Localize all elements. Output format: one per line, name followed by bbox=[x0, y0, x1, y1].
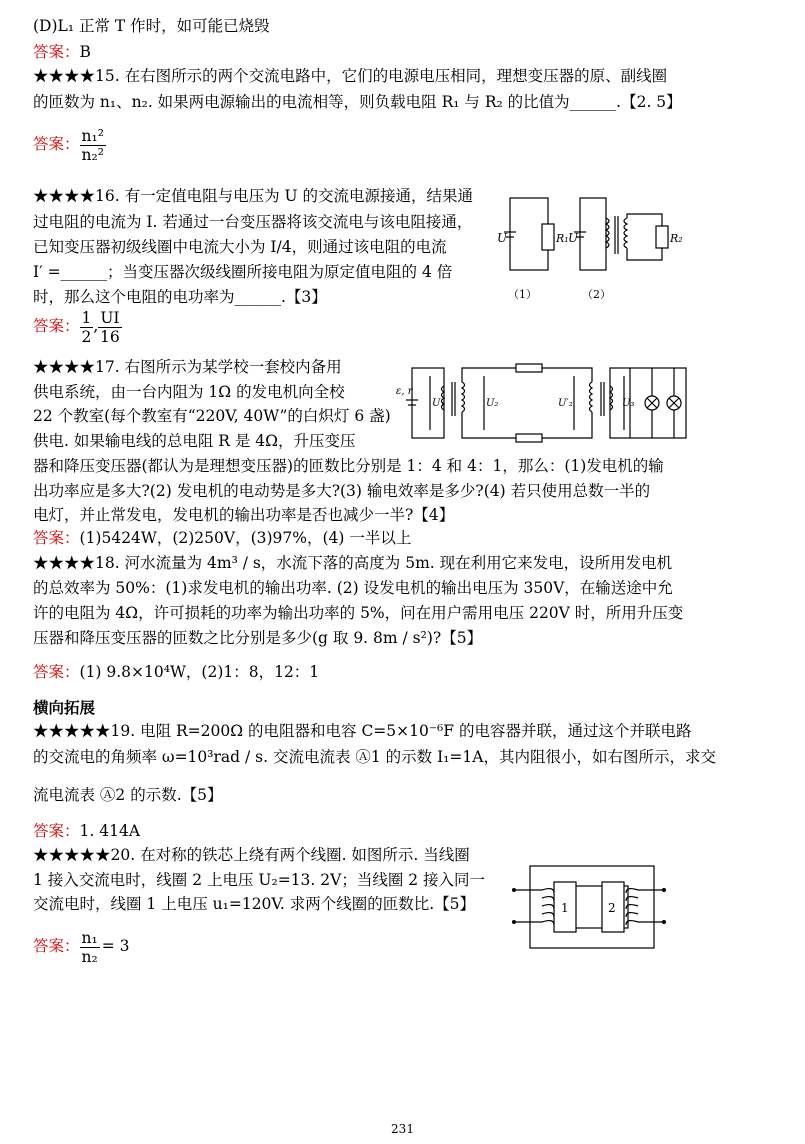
fraction bbox=[80, 929, 100, 966]
label-emf: ε, r bbox=[396, 386, 413, 397]
question-15-line2: 的匝数为 n₁、n₂. 如果两电源输出的电流相等，则负载电阻 R₁ 与 R₂ 的比值为______.【2. 5】 bbox=[33, 93, 682, 111]
question-18-line2: 的总效率为 50%：(1)求发电机的输出功率. (2) 设发电机的输出电压为 350V，在输送途中允 bbox=[33, 579, 673, 597]
answer-label: 答案： bbox=[33, 317, 80, 335]
numerator: n₁ bbox=[81, 928, 98, 947]
question-16-line2: 过电阻的电流为 I. 若通过一台变压器将该交流电与该电阻接通， bbox=[33, 213, 473, 231]
numerator: UI bbox=[100, 308, 120, 327]
question-17-line6: 出功率应是多大?(2) 发电机的电动势是多大?(3) 输电效率是多少?(4) 若只使用总数一半的 bbox=[33, 482, 651, 500]
answer-value: B bbox=[79, 43, 91, 61]
answer-value: (1)5424W，(2)250V，(3)97%，(4) 一半以上 bbox=[79, 529, 412, 547]
question-18-line4: 压器和降压变压器的匝数之比分别是多少(g 取 9. 8m / s²)?【5】 bbox=[33, 629, 483, 647]
label-coil-2: 2 bbox=[608, 901, 616, 915]
numerator: n₁² bbox=[81, 126, 104, 145]
numerator: 1 bbox=[81, 308, 92, 327]
answer-17 bbox=[33, 528, 411, 548]
question-19-line1: ★★★★★19. 电阻 R=200Ω 的电阻器和电容 C=5×10⁻⁶F 的电容器并联，通过这个并联电路 bbox=[33, 722, 692, 740]
label-coil-1: 1 bbox=[561, 901, 569, 915]
separator: , bbox=[93, 317, 99, 335]
fraction-2 bbox=[98, 309, 121, 346]
question-17-line5: 器和降压变压器(都认为是理想变压器)的匝数比分别是 1：4 和 4：1，那么：(1)发电机的输 bbox=[33, 457, 664, 475]
figure-q16-circuits bbox=[494, 190, 694, 306]
caption-2: （2） bbox=[582, 288, 611, 301]
question-17-line3: 22 个教室(每个教室有“220V, 40W”的白炽灯 6 盏) bbox=[33, 407, 391, 425]
label-u2-prime: U′₂ bbox=[558, 398, 573, 409]
question-17-line7: 电灯，并止常发电，发电机的输出功率是否也减少一半?【4】 bbox=[33, 506, 455, 524]
label-r1: R₁ bbox=[556, 232, 569, 245]
question-16-line1: ★★★★16. 有一定值电阻与电压为 U 的交流电源接通，结果通 bbox=[33, 187, 473, 205]
section-heading: 横向拓展 bbox=[33, 699, 96, 717]
figure-q17-power-system bbox=[396, 356, 692, 448]
denominator: 16 bbox=[100, 327, 120, 346]
caption-1: （1） bbox=[508, 288, 537, 301]
fraction-1 bbox=[80, 309, 94, 346]
label-u3: U₃ bbox=[622, 398, 635, 409]
equation-rhs: = 3 bbox=[101, 937, 130, 955]
answer-16 bbox=[33, 306, 122, 346]
question-16-line5: 时，那么这个电阻的电功率为______.【3】 bbox=[33, 288, 327, 306]
question-18-line1: ★★★★18. 河水流量为 4m³ / s，水流下落的高度为 5m. 现在利用它来发电，设所用发电机 bbox=[33, 554, 673, 572]
denominator: n₂² bbox=[81, 145, 104, 164]
question-20-line3: 交流电时，线圈 1 上电压 u₁=120V. 求两个线圈的匝数比.【5】 bbox=[33, 895, 476, 913]
question-16-line3: 已知变压器初级线圈中电流大小为 I/4，则通过该电阻的电流 bbox=[33, 238, 447, 256]
question-19-line3: 流电流表 Ⓐ2 的示数.【5】 bbox=[33, 786, 223, 804]
label-u-2: U bbox=[568, 231, 579, 245]
answer-label: 答案： bbox=[33, 822, 80, 840]
question-20-line1: ★★★★★20. 在对称的铁芯上绕有两个线圈. 如图所示. 当线圈 bbox=[33, 846, 470, 864]
answer-19 bbox=[33, 821, 140, 841]
answer-label: 答案： bbox=[33, 937, 80, 955]
page-number: 231 bbox=[391, 1122, 414, 1136]
answer-20 bbox=[33, 926, 130, 966]
question-17-line4: 供电. 如果输电线的总电阻 R 是 4Ω，升压变压 bbox=[33, 432, 356, 450]
question-18-line3: 许的电阻为 4Ω，许可损耗的功率为输出功率的 5%，问在用户需用电压 220V 时，所用升压变 bbox=[33, 604, 684, 622]
question-20-line2: 1 接入交流电时，线圈 2 上电压 U₂=13. 2V；当线圈 2 接入同一 bbox=[33, 871, 486, 889]
question-16-line4: I′ =______；当变压器次级线圈所接电阻为原定值电阻的 4 倍 bbox=[33, 263, 453, 281]
answer-label: 答案： bbox=[33, 663, 80, 681]
answer-18 bbox=[33, 662, 319, 682]
question-19-line2: 的交流电的角频率 ω=10³rad / s. 交流电流表 Ⓐ1 的示数 I₁=1A，其内阻很小，如右图所示，求交 bbox=[33, 748, 716, 766]
label-u2: U₂ bbox=[486, 398, 499, 409]
answer-label: 答案： bbox=[33, 135, 80, 153]
answer-label: 答案： bbox=[33, 43, 80, 61]
fraction bbox=[80, 127, 106, 164]
answer-15 bbox=[33, 124, 106, 164]
label-u1: U₁ bbox=[432, 398, 445, 409]
option-d: (D)L₁ 正常 T 作时，如可能已烧毁 bbox=[33, 17, 270, 35]
question-15-line1: ★★★★15. 在右图所示的两个交流电路中，它们的电源电压相同，理想变压器的原、副线圈 bbox=[33, 67, 668, 85]
figure-q20-iron-core bbox=[508, 858, 668, 954]
label-u-1: U bbox=[497, 231, 508, 245]
answer-value: (1) 9.8×10⁴W，(2)1：8，12：1 bbox=[79, 663, 320, 681]
denominator: n₂ bbox=[81, 947, 98, 966]
question-17-line2: 供电系统，由一台内阻为 1Ω 的发电机向全校 bbox=[33, 383, 345, 401]
question-17-line1: ★★★★17. 右图所示为某学校一套校内备用 bbox=[33, 358, 342, 376]
answer-value: 1. 414A bbox=[79, 822, 141, 840]
answer-14 bbox=[33, 42, 91, 62]
denominator: 2 bbox=[81, 327, 92, 346]
answer-label: 答案： bbox=[33, 529, 80, 547]
label-r2: R₂ bbox=[670, 232, 683, 245]
